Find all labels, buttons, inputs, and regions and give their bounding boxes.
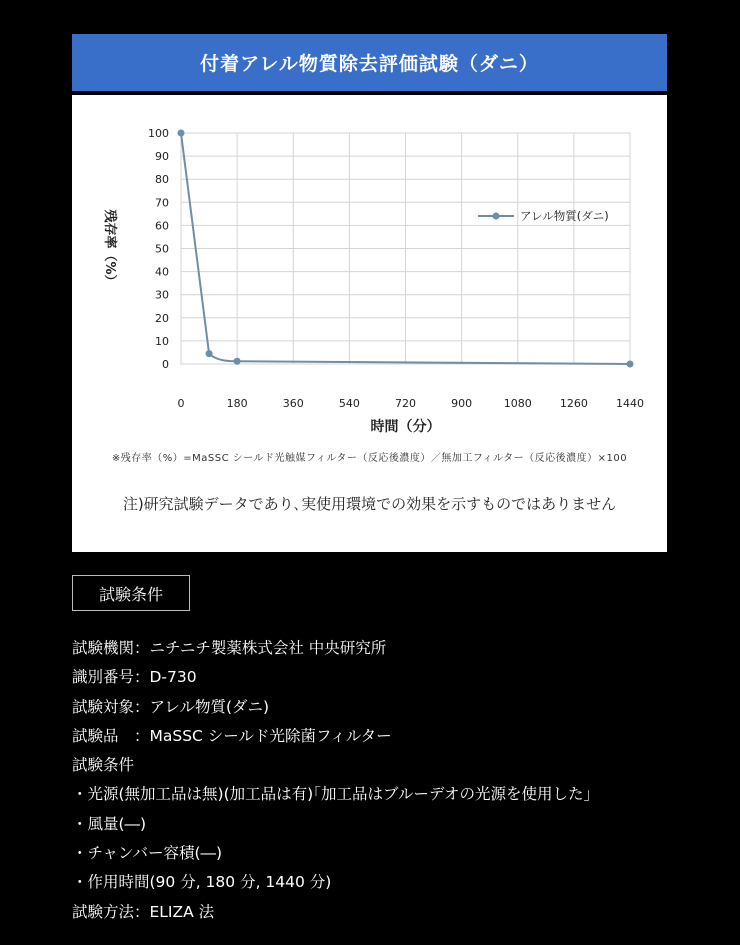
y-tick-label: 90 bbox=[155, 150, 169, 164]
x-axis-label: 時間（分） bbox=[370, 419, 441, 435]
x-tick-label: 1260 bbox=[559, 397, 588, 410]
x-tick-label: 0 bbox=[177, 397, 185, 410]
data-point bbox=[178, 130, 185, 137]
condition-line: ・風量(―) bbox=[72, 814, 147, 833]
conditions-heading-label: 試験条件 bbox=[98, 584, 163, 604]
chart-title: 付着アレル物質除去評価試験（ダニ） bbox=[200, 53, 539, 75]
x-tick-label: 360 bbox=[282, 397, 304, 410]
x-tick-label: 900 bbox=[451, 397, 473, 410]
x-tick-label: 1440 bbox=[616, 397, 644, 410]
condition-line: 試験対象：アレル物質(ダニ) bbox=[72, 697, 270, 716]
legend-label: アレル物質(ダニ) bbox=[520, 209, 609, 223]
chart-footnote: ※残存率（%）=MaSSC シールド光触媒フィルター（反応後濃度）／無加工フィルター（反応後濃度）×100 bbox=[111, 453, 628, 464]
y-tick-label: 60 bbox=[155, 219, 169, 233]
conditions-heading bbox=[72, 575, 190, 611]
data-point bbox=[206, 350, 213, 357]
condition-line: 試験方法：ELIZA 法 bbox=[72, 902, 215, 921]
condition-line: ・光源(無加工品は無)(加工品は有)｢加工品はブルーデオの光源を使用した｣ bbox=[72, 785, 592, 804]
y-tick-label: 80 bbox=[155, 173, 169, 187]
data-point bbox=[234, 358, 241, 365]
y-tick-label: 100 bbox=[148, 127, 169, 140]
x-tick-label: 540 bbox=[338, 397, 360, 410]
x-tick-label: 180 bbox=[226, 397, 248, 410]
y-tick-label: 50 bbox=[155, 242, 169, 256]
x-tick-label: 720 bbox=[395, 397, 416, 410]
y-tick-label: 40 bbox=[155, 265, 169, 279]
chart-panel bbox=[72, 95, 667, 552]
condition-line: 試験品 ：MaSSC シールド光除菌フィルター bbox=[72, 726, 392, 745]
y-tick-label: 10 bbox=[155, 334, 169, 348]
y-tick-label: 70 bbox=[155, 196, 169, 210]
y-tick-label: 30 bbox=[155, 288, 169, 302]
legend-swatch-marker bbox=[493, 213, 500, 220]
y-tick-label: 20 bbox=[155, 311, 169, 325]
condition-line: ・チャンバー容積(―) bbox=[72, 844, 223, 863]
x-tick-label: 1080 bbox=[503, 397, 532, 410]
line-chart bbox=[72, 95, 667, 455]
data-point bbox=[627, 361, 634, 368]
disclaimer-note: 注)研究試験データであり､実使用環境での効果を示すものではありません bbox=[122, 495, 617, 513]
y-tick-label: 0 bbox=[162, 358, 169, 371]
condition-line: 試験機関：ニチニチ製薬株式会社 中央研究所 bbox=[72, 639, 387, 657]
condition-line: 識別番号：D-730 bbox=[72, 668, 197, 687]
y-axis-label: 残存率（%） bbox=[102, 209, 117, 288]
condition-line: ・作用時間(90 分, 180 分, 1440 分) bbox=[72, 873, 332, 892]
chart-title-banner bbox=[72, 34, 667, 91]
condition-line: 試験条件 bbox=[72, 756, 135, 775]
conditions-list bbox=[72, 634, 712, 927]
